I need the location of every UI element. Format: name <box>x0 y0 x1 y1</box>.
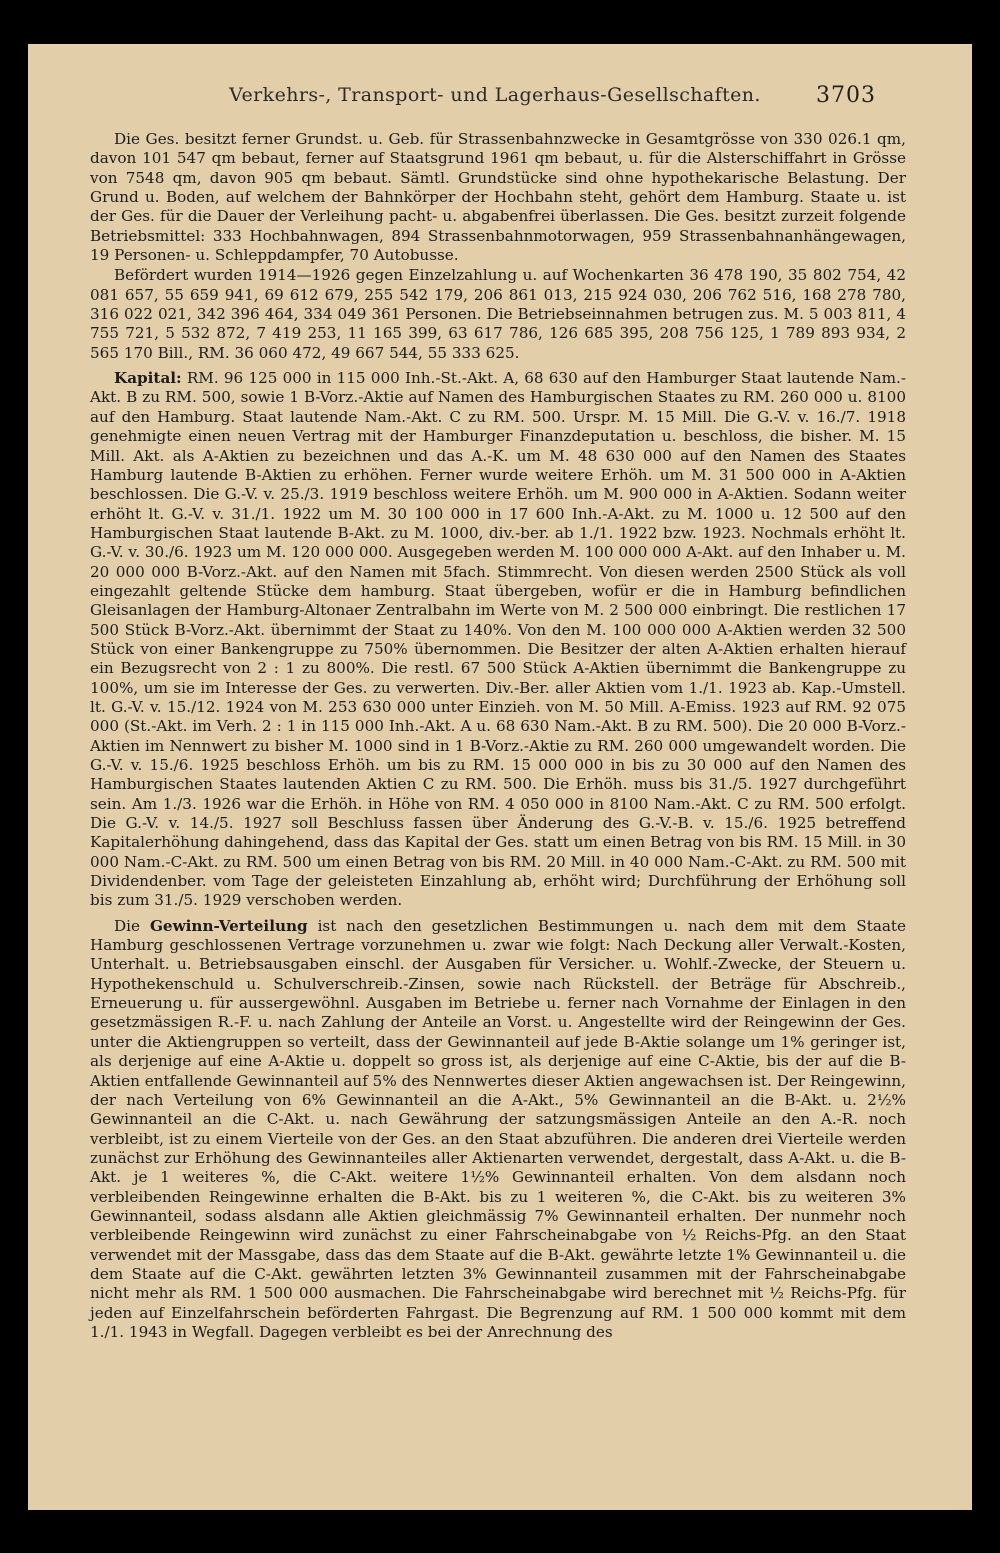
section-lead-profit: Gewinn-Verteilung <box>149 916 308 935</box>
section-title: Verkehrs-, Transport- und Lagerhaus-Gesellschaften. <box>229 84 761 106</box>
paragraph-pre: Die <box>114 916 141 935</box>
text-body <box>90 130 906 1342</box>
paragraph-profit-distribution <box>90 917 906 1343</box>
paragraph-text: ist nach den gesetzlichen Bestimmungen u. nach dem mit dem Staate Hamburg geschlossenen Vertrage vorzunehmen u. zwar wie folgt: Nach Deckung aller Verwalt.-Kosten, Unterhalt. u. Betriebsausgaben einschl. der Ausgaben für Versicher. u. Wohlf.-Zwecke, der Steuern u. Hypothekenschuld u. Schulverschreib.-Zinsen, sowie nach Rückstell. der Beträge für Abschreib., Erneuerung u. für aussergewöhnl. Ausgaben im Betriebe u. ferner nach Vornahme der Einlagen in den gesetzmässigen R.-F. u. nach Zahlung der Anteile an Vorst. u. Angestellte wird der Reingewinn der Ges. unter die Aktiengruppen so verteilt, dass der Gewinnanteil auf jede B-Aktie solange um 1% geringer ist, als derjenige auf eine A-Aktie u. doppelt so gross ist, als derjenige auf eine C-Aktie, bis der auf die B-Aktien entfallende Gewinnanteil auf 5% des Nennwertes dieser Aktien angewachsen ist. Der Reingewinn, der nach Verteilung von 6% Gewinnanteil an die A-Akt., 5% Gewinnanteil an die B-Akt. u. 2½% Gewinnanteil an die C-Akt. u. nach Gewährung der satzungsmässigen Anteile an den A.-R. noch verbleibt, ist zu einem Vierteile von der Ges. an den Staat abzuführen. Die anderen drei Vierteile werden zunächst zur Erhöhung des Gewinnanteiles aller Aktienarten verwendet, dergestalt, dass A-Akt. u. die B-Akt. je 1 weiteres %, die C-Akt. weitere 1½% Gewinnanteil erhalten. Von dem alsdann noch verbleibenden Reingewinne erhalten die B-Akt. bis zu 1 weiteren %, die C-Akt. bis zu weiteren 3% Gewinnanteil, sodass alsdann alle Aktien gleichmässig 7% Gewinnanteil erhalten. Der nunmehr noch verbleibende Reingewinn wird zunächst zu einer Fahrscheinabgabe von ½ Reichs-Pfg. an den Staat verwendet mit der Massgabe, dass das dem Staate auf die B-Akt. gewährte letzte 1% Gewinnanteil u. die dem Staate auf die C-Akt. gewährten letzten 3% Gewinnanteil zusammen mit der Fahrscheinabgabe nicht mehr als RM. 1 500 000 ausmachen. Die Fahrscheinabgabe wird berechnet mit ½ Reichs-Pfg. für jeden auf Einzelfahrschein beförderten Fahrgast. Die Begrenzung auf RM. 1 500 000 kommt mit dem 1./1. 1943 in Wegfall. Dagegen verbleibt es bei der Anrechnung des <box>90 916 907 1341</box>
paragraph-capital <box>90 369 906 911</box>
paragraph-text: Die Ges. besitzt ferner Grundst. u. Geb. für Strassenbahnzwecke in Gesamtgrösse von 330 026.1 qm, davon 101 547 qm bebaut, ferner auf Staatsgrund 1961 qm bebaut, u. für die Alsterschiffahrt in Grösse von 7548 qm, davon 905 qm bebaut. Sämtl. Grundstücke sind ohne hypothekarische Belastung. Der Grund u. Boden, auf welchem der Bahnkörper der Hochbahn steht, gehört dem Hamburg. Staate u. ist der Ges. für die Dauer der Verleihung pacht- u. abgabenfrei überlassen. Die Ges. besitzt zurzeit folgende Betriebsmittel: 333 Hochbahnwagen, 894 Strassenbahnmotorwagen, 959 Strassenbahnanhängewagen, 19 Personen- u. Schleppdampfer, 70 Autobusse. <box>90 130 906 265</box>
paragraph-text: Befördert wurden 1914—1926 gegen Einzelzahlung u. auf Wochenkarten 36 478 190, 35 802 754, 42 081 657, 55 659 941, 69 612 679, 255 542 179, 206 861 013, 215 924 030, 206 762 516, 168 278 780, 316 022 021, 342 396 464, 334 049 361 Personen. Die Betriebseinnahmen betrugen zus. M. 5 003 811, 4 755 721, 5 532 872, 7 419 253, 11 165 399, 63 617 786, 126 685 395, 208 756 125, 1 789 893 934, 2 565 170 Bill., RM. 36 060 472, 49 667 544, 55 333 625. <box>90 266 906 362</box>
paragraph-traffic <box>90 266 906 363</box>
section-lead-capital: Kapital: <box>114 369 182 388</box>
paragraph-property <box>90 130 906 265</box>
running-header <box>224 84 876 112</box>
paragraph-text: RM. 96 125 000 in 115 000 Inh.-St.-Akt. A, 68 630 auf den Hamburger Staat lautende Nam.-Akt. B zu RM. 500, sowie 1 B-Vorz.-Aktie auf Namen des Hamburgischen Staates zu RM. 260 000 u. 8100 auf den Hamburg. Staat lautende Nam.-Akt. C zu RM. 500. Urspr. M. 15 Mill. Die G.-V. v. 16./7. 1918 genehmigte einen neuen Vertrag mit der Hamburger Finanzdeputation u. beschloss, die bisher. M. 15 Mill. Akt. als A-Aktien zu bezeichnen und das A.-K. um M. 48 630 000 auf den Namen des Staates Hamburg lautende B-Aktien zu erhöhen. Ferner wurde weitere Erhöh. um M. 31 500 000 in A-Aktien beschlossen. Die G.-V. v. 25./3. 1919 beschloss weitere Erhöh. um M. 900 000 in A-Aktien. Sodann weiter erhöht lt. G.-V. v. 31./1. 1922 um M. 30 100 000 in 17 600 Inh.-A-Akt. zu M. 1000 u. 12 500 auf den Hamburgischen Staat lautende B-Akt. zu M. 1000, div.-ber. ab 1./1. 1922 bzw. 1923. Nochmals erhöht lt. G.-V. v. 30./6. 1923 um M. 120 000 000. Ausgegeben werden M. 100 000 000 A-Akt. auf den Inhaber u. M. 20 000 000 B-Vorz.-Akt. auf den Namen mit 5fach. Stimmrecht. Von diesen werden 2500 Stück als voll eingezahlt geltende Stücke dem hamburg. Staat übergeben, wofür er die in Hamburg befindlichen Gleisanlagen der Hamburg-Altonaer Zentralbahn im Werte von M. 2 500 000 einbringt. Die restlichen 17 500 Stück B-Vorz.-Akt. übernimmt der Staat zu 140%. Von den M. 100 000 000 A-Aktien werden 32 500 Stück von einer Bankengruppe zu 750% übernommen. Die Besitzer der alten A-Aktien erhalten hierauf ein Bezugsrecht von 2 : 1 zu 800%. Die restl. 67 500 Stück A-Aktien übernimmt die Bankengruppe zu 100%, um sie im Interesse der Ges. zu verwerten. Div.-Ber. aller Aktien vom 1./1. 1923 ab. Kap.-Umstell. lt. G.-V. v. 15./12. 1924 von M. 253 630 000 unter Einzieh. von M. 50 Mill. A-Emiss. 1923 auf RM. 92 075 000 (St.-Akt. im Verh. 2 : 1 in 115 000 Inh.-Akt. A u. 68 630 Nam.-Akt. B zu RM. 500). Die 20 000 B-Vorz.-Aktien im Nennwert zu bisher M. 1000 sind in 1 B-Vorz.-Aktie zu RM. 260 000 umgewandelt worden. Die G.-V. v. 15./6. 1925 beschloss Erhöh. um bis zu RM. 15 000 000 in bis zu 30 000 auf den Namen des Hamburgischen Staates lautenden Aktien C zu RM. 500. Die Erhöh. muss bis 31./5. 1927 durchgeführt sein. Am 1./3. 1926 war die Erhöh. in Höhe von RM. 4 050 000 in 8100 Nam.-Akt. C zu RM. 500 erfolgt. Die G.-V. v. 14./5. 1927 soll Beschluss fassen über Änderung des G.-V.-B. v. 15./6. 1925 betreffend Kapitalerhöhung dahingehend, dass das Kapital der Ges. statt um einen Betrag von bis RM. 15 Mill. in 30 000 Nam.-C-Akt. zu RM. 500 um einen Betrag von bis RM. 20 Mill. in 40 000 Nam.-C-Akt. zu RM. 500 mit Dividendenber. vom Tage der geleisteten Einzahlung ab, erhöht wird; Durchführung der Erhöhung soll bis zum 31./5. 1929 verschoben werden. <box>90 369 906 910</box>
page-number: 3703 <box>816 83 876 108</box>
document-page <box>28 44 972 1510</box>
